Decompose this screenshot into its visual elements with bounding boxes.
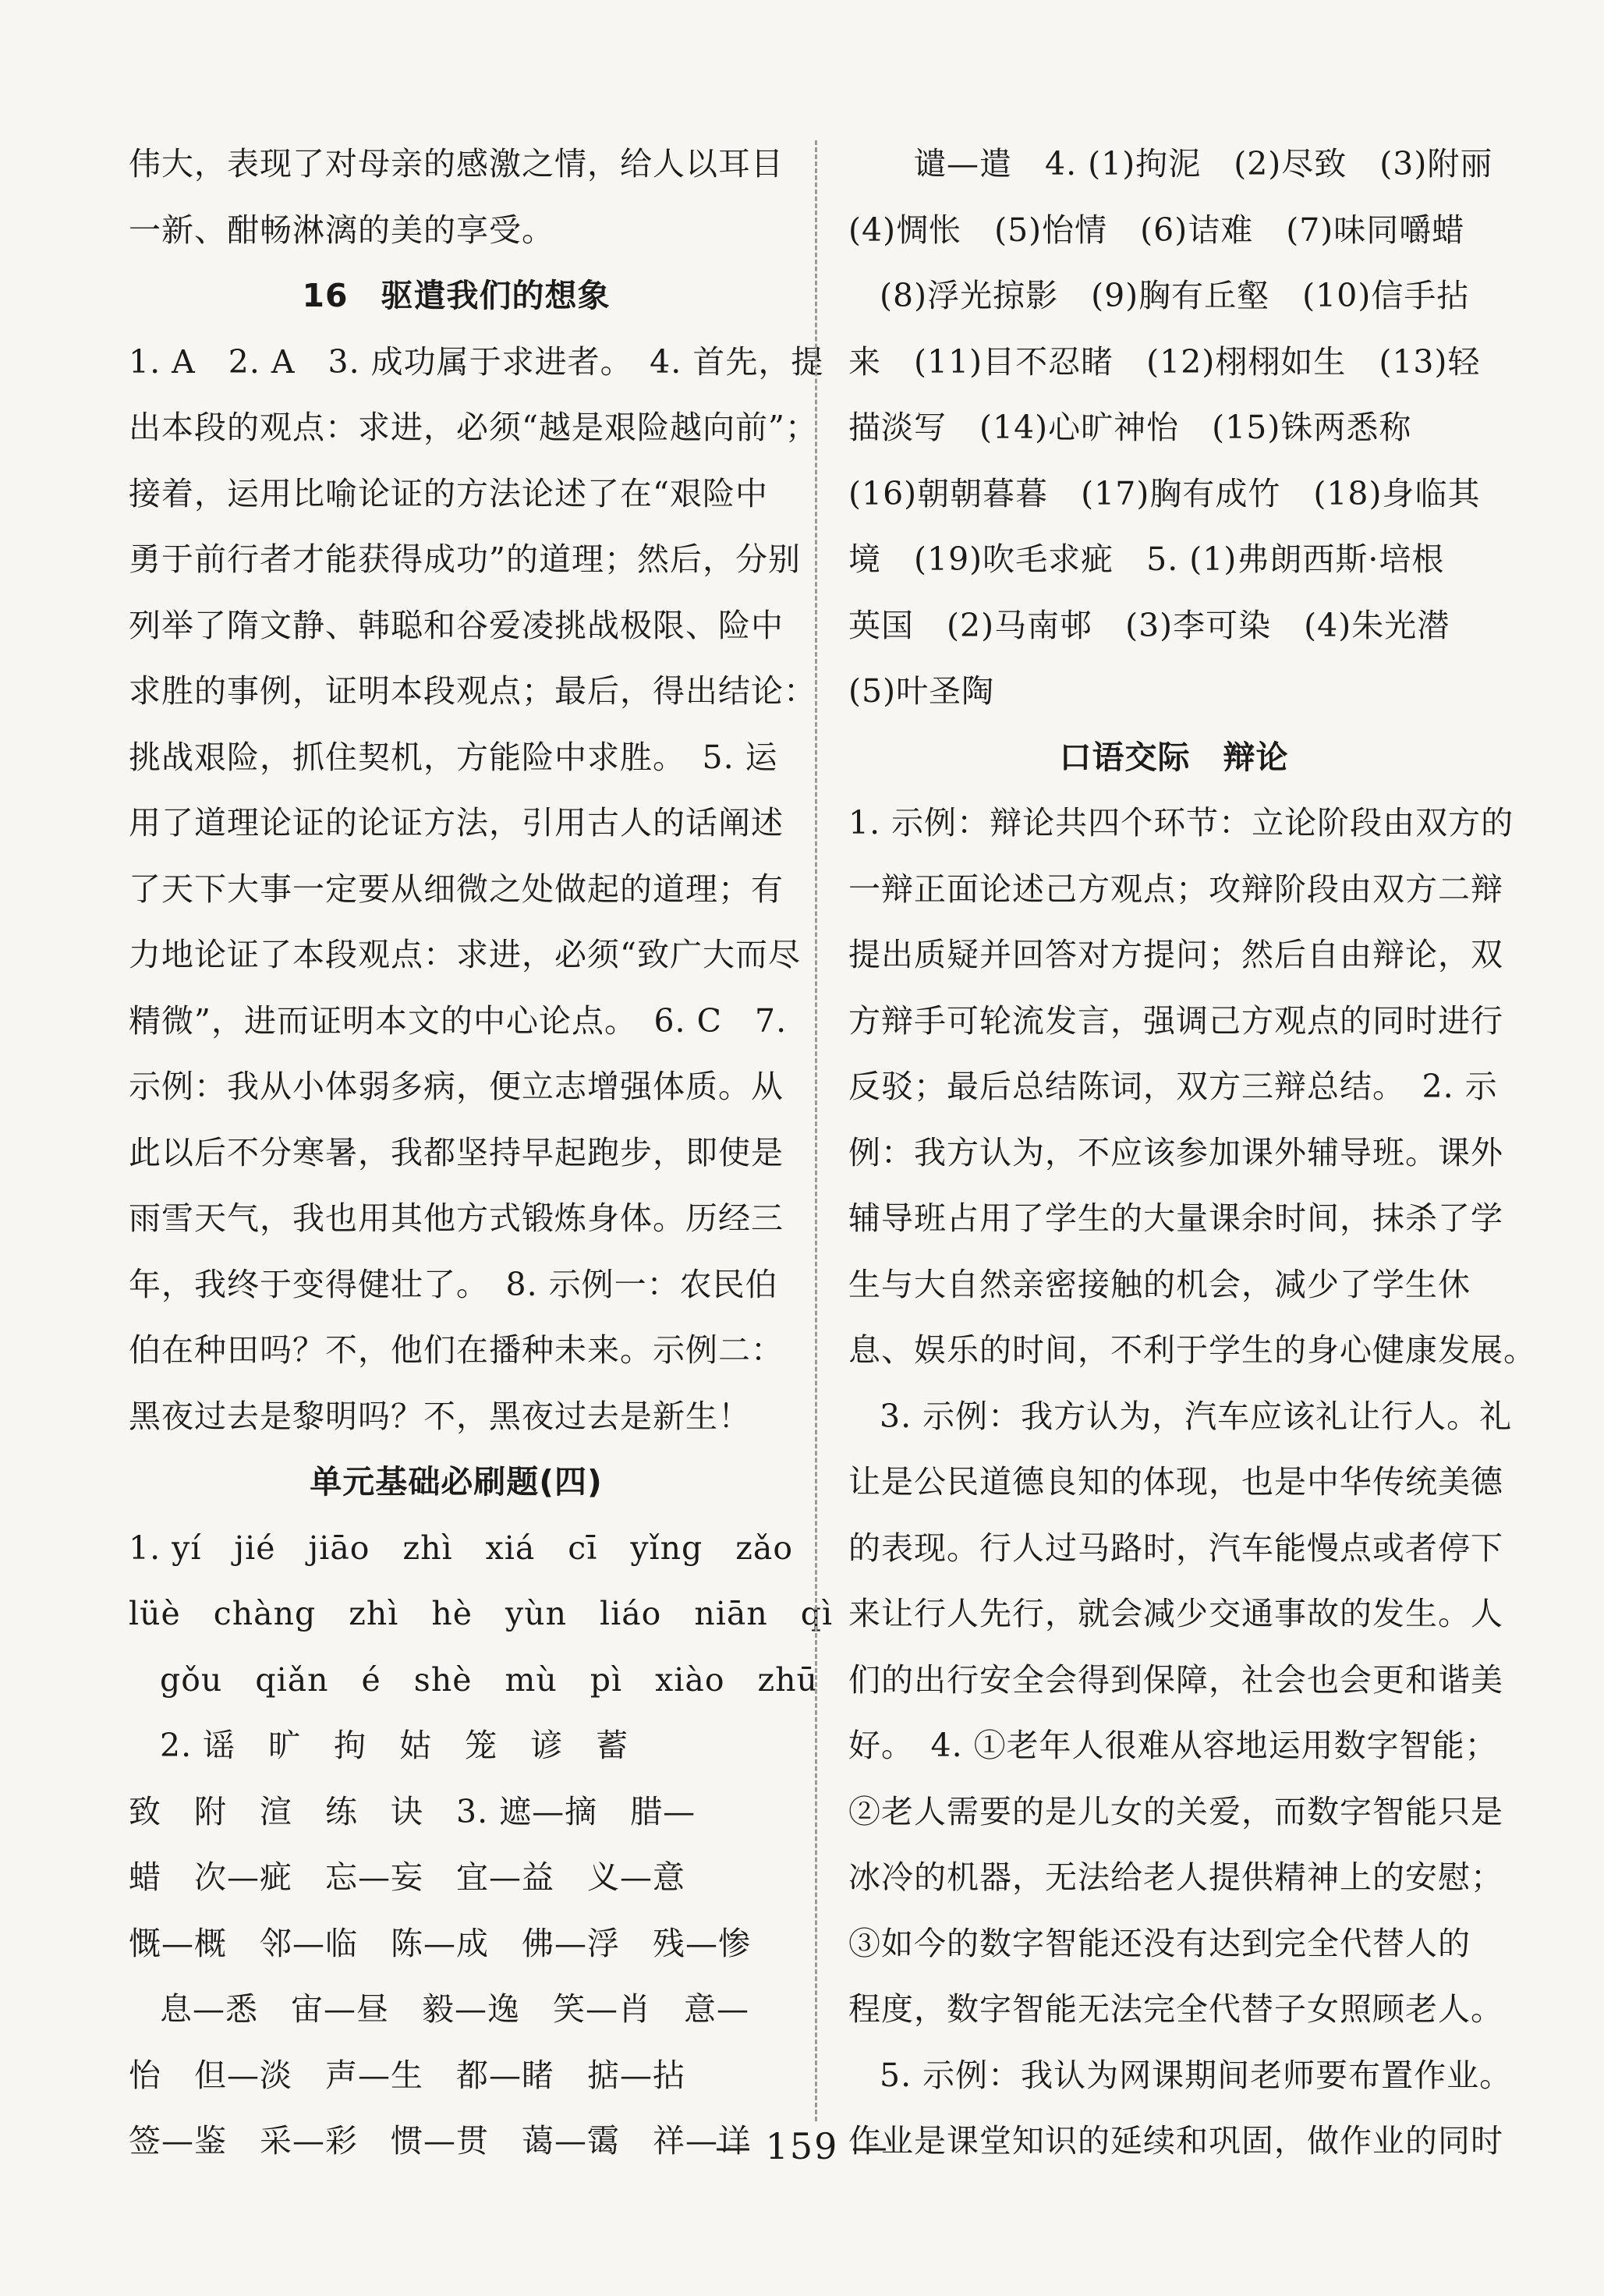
text-line: 慨—概 邻—临 陈—成 佛—浮 残—惨 bbox=[129, 1924, 751, 1962]
text-line: 力地论证了本段观点：求进，必须“致广大而尽 bbox=[129, 936, 801, 973]
text-line: 接着，运用比喻论证的方法论述了在“艰险中 bbox=[129, 474, 768, 512]
text-line: 的表现。行人过马路时，汽车能慢点或者停下 bbox=[848, 1529, 1503, 1567]
text-line: 2. 谣 旷 拘 姑 笼 谚 蓄 bbox=[160, 1727, 629, 1764]
text-line: 描淡写 (14)心旷神怡 (15)铢两悉称 bbox=[848, 409, 1412, 446]
text-line: 伯在种田吗？不，他们在播种未来。示例二： bbox=[129, 1331, 784, 1369]
text-line: gǒu qiǎn é shè mù pì xiào zhū bbox=[160, 1660, 818, 1699]
column-divider bbox=[815, 140, 817, 2121]
text-line: 英国 (2)马南邨 (3)李可染 (4)朱光潜 bbox=[848, 606, 1450, 644]
text-line: 提出质疑并回答对方提问；然后自由辩论，双 bbox=[848, 936, 1503, 973]
text-line: 1. yí jié jiāo zhì xiá cī yǐng zǎo bbox=[129, 1529, 793, 1567]
text-line: 反驳；最后总结陈词，双方三辩总结。 2. 示 bbox=[848, 1068, 1498, 1105]
text-line: 示例：我从小体弱多病，便立志增强体质。从 bbox=[129, 1068, 784, 1105]
text-line: 怡 但—淡 声—生 都—睹 掂—拈 bbox=[129, 2056, 685, 2094]
text-line: 来 (11)目不忍睹 (12)栩栩如生 (13)轻 bbox=[848, 342, 1481, 381]
text-line: 冰冷的机器，无法给老人提供精神上的安慰； bbox=[848, 1858, 1503, 1896]
text-line: 勇于前行者才能获得成功”的道理；然后，分别 bbox=[129, 540, 801, 578]
text-line: 精微”，进而证明本文的中心论点。 6. C 7. bbox=[129, 1001, 788, 1040]
text-line: 好。 4. ①老年人很难从容地运用数字智能； bbox=[848, 1727, 1498, 1764]
text-line: 出本段的观点：求进，必须“越是艰险越向前”； bbox=[129, 409, 818, 446]
text-line: 例：我方认为，不应该参加课外辅导班。课外 bbox=[848, 1133, 1503, 1171]
text-line: 们的出行安全会得到保障，社会也会更和谐美 bbox=[848, 1660, 1503, 1699]
text-line: 伟大，表现了对母亲的感激之情，给人以耳目 bbox=[129, 145, 784, 182]
text-line: 生与大自然亲密接触的机会，减少了学生休 bbox=[848, 1265, 1471, 1303]
text-line: 1. A 2. A 3. 成功属于求进者。 4. 首先，提 bbox=[129, 342, 824, 381]
text-line: 年，我终于变得健壮了。 8. 示例一：农民伯 bbox=[129, 1265, 778, 1303]
text-line: 5. 示例：我认为网课期间老师要布置作业。 bbox=[880, 2056, 1513, 2094]
text-line: 一辩正面论述己方观点；攻辩阶段由双方二辩 bbox=[848, 870, 1503, 908]
text-line: 辅导班占用了学生的大量课余时间，抹杀了学 bbox=[848, 1199, 1503, 1237]
text-line: 求胜的事例，证明本段观点；最后，得出结论： bbox=[129, 672, 816, 710]
text-line: 挑战艰险，抓住契机，方能险中求胜。 5. 运 bbox=[129, 738, 778, 776]
text-line: 用了道理论证的论证方法，引用古人的话阐述 bbox=[129, 804, 784, 842]
page-number: — 159 — bbox=[714, 2125, 890, 2167]
right-column bbox=[848, 131, 1536, 2174]
text-line: 让是公民道德良知的体现，也是中华传统美德 bbox=[848, 1463, 1503, 1501]
text-line: 此以后不分寒暑，我都坚持早起跑步，即使是 bbox=[129, 1133, 784, 1171]
text-line: 雨雪天气，我也用其他方式锻炼身体。历经三 bbox=[129, 1199, 784, 1237]
section-heading: 口语交际 辩论 bbox=[1059, 738, 1289, 776]
text-line: 息、娱乐的时间，不利于学生的身心健康发展。 bbox=[848, 1331, 1536, 1369]
section-heading: 单元基础必刷题(四) bbox=[310, 1463, 603, 1501]
text-line: 作业是课堂知识的延续和巩固，做作业的同时 bbox=[848, 2122, 1503, 2160]
text-line: ③如今的数字智能还没有达到完全代替人的 bbox=[848, 1924, 1471, 1962]
text-line: 息—悉 宙—昼 毅—逸 笑—肖 意— bbox=[160, 1990, 749, 2028]
text-line: 方辩手可轮流发言，强调己方观点的同时进行 bbox=[848, 1001, 1503, 1040]
text-line: 了天下大事一定要从细微之处做起的道理；有 bbox=[129, 870, 784, 908]
text-line: 致 附 渲 练 诀 3. 遮—摘 腊— bbox=[129, 1792, 696, 1830]
text-line: (8)浮光掠影 (9)胸有丘壑 (10)信手拈 bbox=[880, 277, 1470, 314]
section-heading: 16 驱遣我们的想象 bbox=[302, 277, 611, 314]
text-line: 签—鉴 采—彩 惯—贯 蔼—霭 祥—详 bbox=[129, 2122, 751, 2160]
text-line: 来让行人先行，就会减少交通事故的发生。人 bbox=[848, 1595, 1503, 1632]
text-line: 1. 示例：辩论共四个环节：立论阶段由双方的 bbox=[848, 804, 1514, 842]
text-line: (4)惆怅 (5)怡情 (6)诘难 (7)味同嚼蜡 bbox=[848, 211, 1465, 249]
text-line: lüè chàng zhì hè yùn liáo niān qì bbox=[129, 1595, 834, 1632]
text-line: 一新、酣畅淋漓的美的享受。 bbox=[129, 211, 554, 249]
text-line: 蜡 次—疵 忘—妄 宜—益 义—意 bbox=[129, 1858, 685, 1896]
text-line: 黑夜过去是黎明吗？不，黑夜过去是新生！ bbox=[129, 1397, 751, 1435]
text-line: 列举了隋文静、韩聪和谷爱凌挑战极限、险中 bbox=[129, 606, 784, 644]
text-line: 程度，数字智能无法完全代替子女照顾老人。 bbox=[848, 1990, 1503, 2028]
text-line: (5)叶圣陶 bbox=[848, 672, 995, 710]
text-line: 谴—遣 4. (1)拘泥 (2)尽致 (3)附丽 bbox=[848, 145, 1493, 182]
text-line: ②老人需要的是儿女的关爱，而数字智能只是 bbox=[848, 1792, 1503, 1830]
text-line: (16)朝朝暮暮 (17)胸有成竹 (18)身临其 bbox=[848, 474, 1481, 512]
text-line: 境 (19)吹毛求疵 5. (1)弗朗西斯·培根 bbox=[848, 540, 1445, 578]
text-line: 3. 示例：我方认为，汽车应该礼让行人。礼 bbox=[880, 1397, 1513, 1435]
